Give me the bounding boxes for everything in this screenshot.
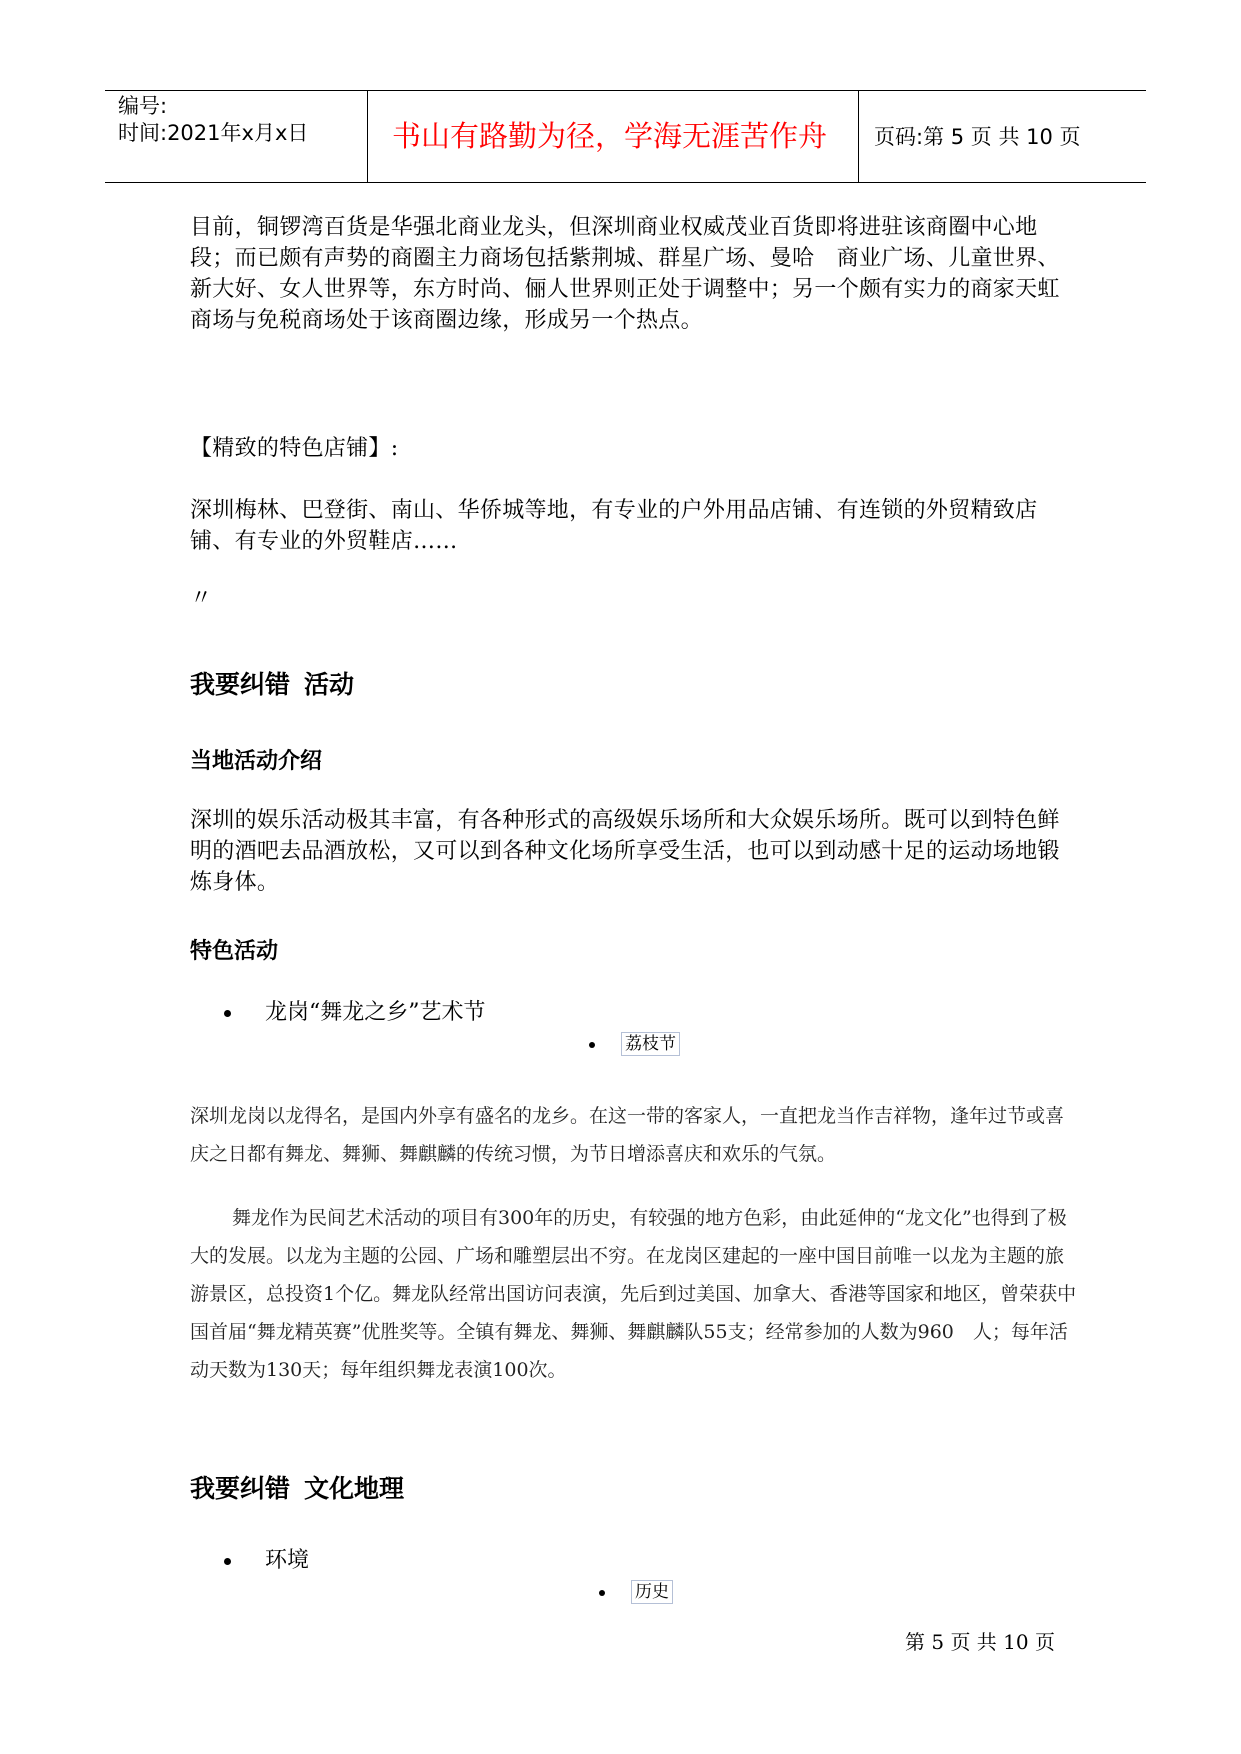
history-link[interactable]: 历史: [631, 1580, 673, 1604]
activity-intro-heading: 当地活动介绍: [190, 749, 323, 774]
dragon-paragraph-2: 舞龙作为民间艺术活动的项目有300年的历史，有较强的地方色彩，由此延伸的“龙文化”也得到了极大的发展。以龙为主题的公园、广场和雕塑层出不穷。在龙岗区建起的一座中国目前唯一以龙为主题的旅游景区，总投资1个亿。舞龙队经常出国访问表演，先后到过美国、加拿大、香港等国家和地区，曾荣获中国首届“舞龙精英赛”优胜奖等。全镇有舞龙、舞狮、舞麒麟队55支；经常参加的人数为960 人；每年活动天数为130天；每年组织舞龙表演100次。: [190, 1207, 1077, 1381]
dragon-paragraph-1: 深圳龙岗以龙得名，是国内外享有盛名的龙乡。在这一带的客家人，一直把龙当作吉祥物，逢年过节或喜庆之日都有舞龙、舞狮、舞麒麟的传统习惯，为节日增添喜庆和欢乐的气氛。: [190, 1105, 1065, 1165]
correction-link[interactable]: 我要纠错: [190, 1474, 291, 1503]
header-bottom-border: [105, 182, 1146, 183]
intro-paragraph: 目前，铜锣湾百货是华强北商业龙头，但深圳商业权威茂业百货即将进驻该商圈中心地段；而已颇有声势的商圈主力商场包括紫荆城、群星广场、曼哈 商业广场、儿童世界、新大好、女人世界等，东方时尚、俪人世界则正处于调整中；另一个颇有实力的商家天虹商场与免税商场处于该商圈边缘，形成另一个热点。: [190, 215, 1060, 333]
culture-title: [190, 1474, 404, 1504]
culture-title-text: 文化地理: [304, 1474, 405, 1503]
shops-mark: 〃: [190, 586, 213, 611]
bullet-dot: [589, 1042, 595, 1048]
header-divider-left: [367, 90, 368, 183]
page-code: 页码:第 5 页 共 10 页: [874, 125, 1081, 149]
lychee-festival-link[interactable]: 荔枝节: [621, 1032, 680, 1056]
motto: 书山有路勤为径，学海无涯苦作舟: [392, 119, 828, 153]
bullet-dragon-festival: [224, 999, 486, 1027]
bullet-lychee: [589, 1033, 680, 1055]
activities-title: [190, 670, 354, 700]
activity-intro-text: 深圳的娱乐活动极其丰富，有各种形式的高级娱乐场所和大众娱乐场所。既可以到特色鲜明的酒吧去品酒放松，又可以到各种文化场所享受生活，也可以到动感十足的运动场地锻炼身体。: [190, 808, 1060, 895]
dragon-festival-label: 龙岗“舞龙之乡”艺术节: [265, 1000, 486, 1025]
serial-label: 编号:: [118, 94, 168, 118]
time-label: 时间:2021年x月x日: [118, 121, 309, 145]
bullet-dot: [599, 1590, 605, 1596]
shops-text: 深圳梅林、巴登街、南山、华侨城等地，有专业的户外用品店铺、有连锁的外贸精致店铺、有专业的外贸鞋店……: [190, 498, 1038, 554]
environment-label: 环境: [265, 1548, 310, 1573]
activities-title-text: 活动: [304, 670, 355, 699]
header-divider-right: [858, 90, 859, 183]
shops-heading: 【精致的特色店铺】:: [190, 436, 399, 461]
footer-page-number: 第 5 页 共 10 页: [905, 1630, 1055, 1654]
correction-link[interactable]: 我要纠错: [190, 670, 291, 699]
bullet-dot: [224, 1010, 231, 1017]
bullet-history: [599, 1581, 673, 1603]
bullet-dot: [224, 1558, 231, 1565]
header-top-border: [105, 90, 1146, 91]
bullet-environment: [224, 1547, 309, 1575]
special-activities-heading: 特色活动: [190, 939, 279, 964]
